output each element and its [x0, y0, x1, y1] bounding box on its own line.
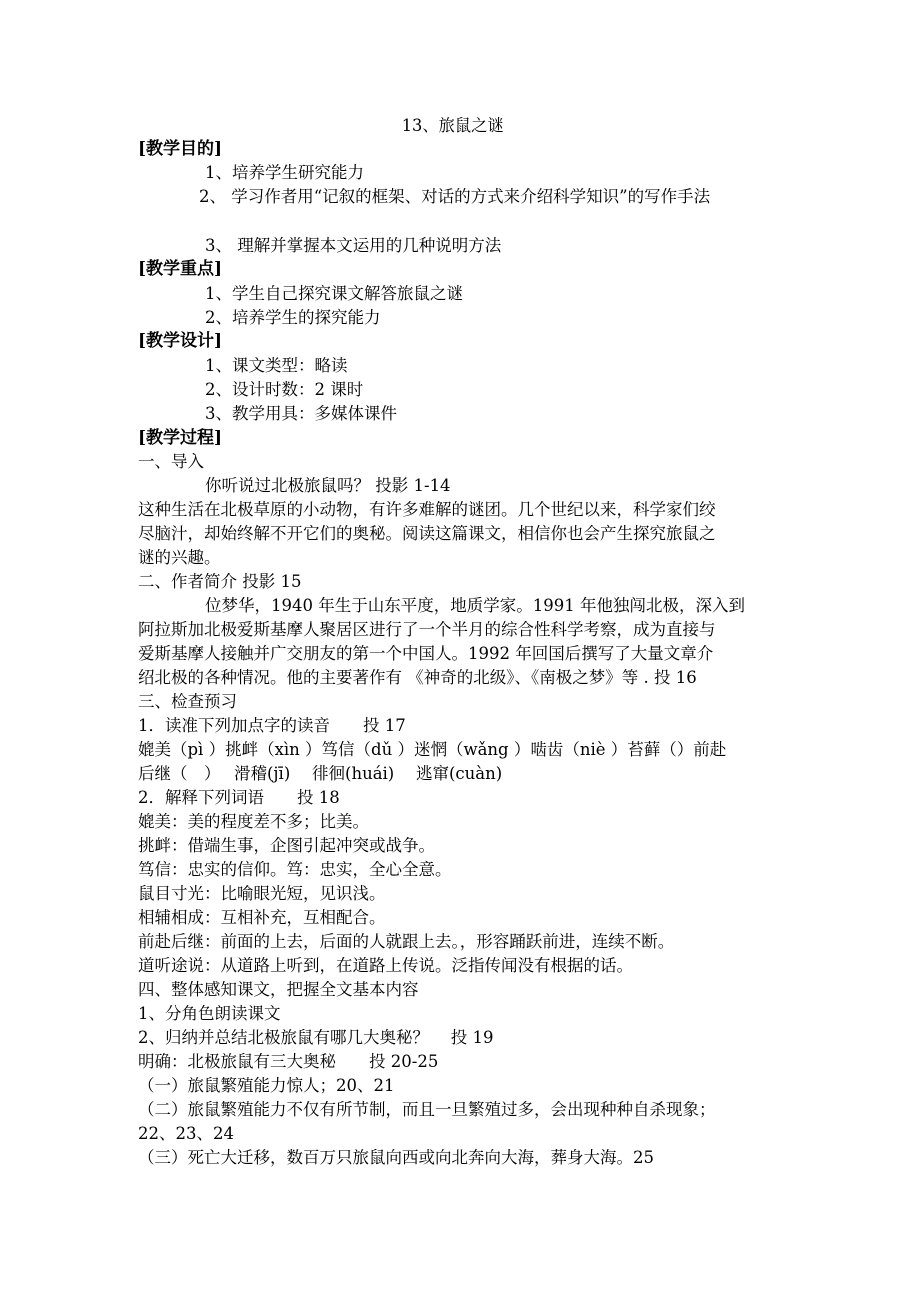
part4-line-5: （二）旅鼠繁殖能力不仅有所节制，而且一旦繁殖过多，会出现种种自杀现象；	[138, 1100, 716, 1119]
part2-para-line-3: 爱斯基摩人接触并广交朋友的第一个中国人。1992 年回国后撰写了大量文章介	[138, 644, 714, 663]
section-heading-purpose: [教学目的]	[138, 139, 223, 159]
pinyin-line-2: 后继（ ） 滑稽(jī) 徘徊(huái) 逃窜(cuàn)	[138, 764, 503, 783]
focus-item-2: 2、培养学生的探究能力	[205, 308, 381, 327]
part2-heading: 二、作者简介 投影 15	[138, 572, 302, 591]
part2-para-line-4: 绍北极的各种情况。他的主要著作有 《神奇的北级》、《南极之梦》等 . 投 16	[138, 668, 697, 687]
part1-para-line-1: 这种生活在北极草原的小动物，有许多难解的谜团。几个世纪以来，科学家们绞	[138, 500, 716, 519]
part1-para-line-3: 谜的兴趣。	[138, 548, 221, 567]
definition-6: 前赴后继：前面的上去，后面的人就跟上去。，形容踊跃前进，连续不断。	[138, 932, 675, 951]
design-item-2: 2、设计时数：2 课时	[205, 380, 364, 399]
section-heading-process: [教学过程]	[138, 428, 223, 448]
section-heading-focus: [教学重点]	[138, 259, 223, 279]
part1-question: 你听说过北极旅鼠吗？ 投影 1-14	[205, 476, 451, 495]
part4-line-2: 2、归纳并总结北极旅鼠有哪几大奥秘？ 投 19	[138, 1028, 494, 1047]
purpose-item-1: 1、培养学生研究能力	[205, 163, 364, 182]
pinyin-line-1: 媲美（pì ）挑衅（xìn ）笃信（dǔ ）迷惘（wǎng ）啮齿（niè ）苔藓（）前赴	[138, 740, 727, 759]
definition-2: 挑衅：借端生事，企图引起冲突或战争。	[138, 836, 435, 855]
purpose-item-3: 3、 理解并掌握本文运用的几种说明方法	[205, 236, 502, 255]
definition-7: 道听途说：从道路上听到，在道路上传说。泛指传闻没有根据的话。	[138, 956, 633, 975]
part4-line-7: （三）死亡大迁移，数百万只旅鼠向西或向北奔向大海，葬身大海。25	[138, 1148, 654, 1167]
part1-heading: 一、导入	[138, 452, 204, 471]
part3-question-2: 2．解释下列词语 投 18	[138, 788, 340, 807]
part4-line-3: 明确：北极旅鼠有三大奥秘 投 20-25	[138, 1052, 439, 1071]
part2-para-line-2: 阿拉斯加北极爱斯基摩人聚居区进行了一个半月的综合性科学考察，成为直接与	[138, 620, 716, 639]
focus-item-1: 1、学生自己探究课文解答旅鼠之谜	[205, 284, 463, 303]
definition-3: 笃信：忠实的信仰。笃：忠实，全心全意。	[138, 860, 452, 879]
purpose-item-2: 2、 学习作者用“记叙的框架、对话的方式来介绍科学知识”的写作手法	[199, 187, 711, 206]
part1-para-line-2: 尽脑汁，却始终解不开它们的奥秘。阅读这篇课文，相信你也会产生探究旅鼠之	[138, 524, 716, 543]
part4-line-6: 22、23、24	[138, 1124, 234, 1143]
section-heading-design: [教学设计]	[138, 331, 223, 351]
design-item-3: 3、教学用具：多媒体课件	[205, 404, 397, 423]
part4-line-4: （一）旅鼠繁殖能力惊人；20、21	[138, 1076, 395, 1095]
definition-5: 相辅相成：互相补充，互相配合。	[138, 908, 386, 927]
definition-4: 鼠目寸光：比喻眼光短，见识浅。	[138, 884, 386, 903]
part4-heading: 四、整体感知课文，把握全文基本内容	[138, 980, 419, 999]
part3-heading: 三、检查预习	[138, 692, 237, 711]
part4-line-1: 1、分角色朗读课文	[138, 1004, 281, 1023]
part3-question-1: 1．读准下列加点字的读音 投 17	[138, 716, 406, 735]
part2-para-line-1: 位梦华，1940 年生于山东平度，地质学家。1991 年他独闯北极，深入到	[205, 596, 745, 615]
design-item-1: 1、课文类型：略读	[205, 356, 348, 375]
page-title: 13、旅鼠之谜	[401, 116, 504, 135]
definition-1: 媲美：美的程度差不多；比美。	[138, 812, 369, 831]
